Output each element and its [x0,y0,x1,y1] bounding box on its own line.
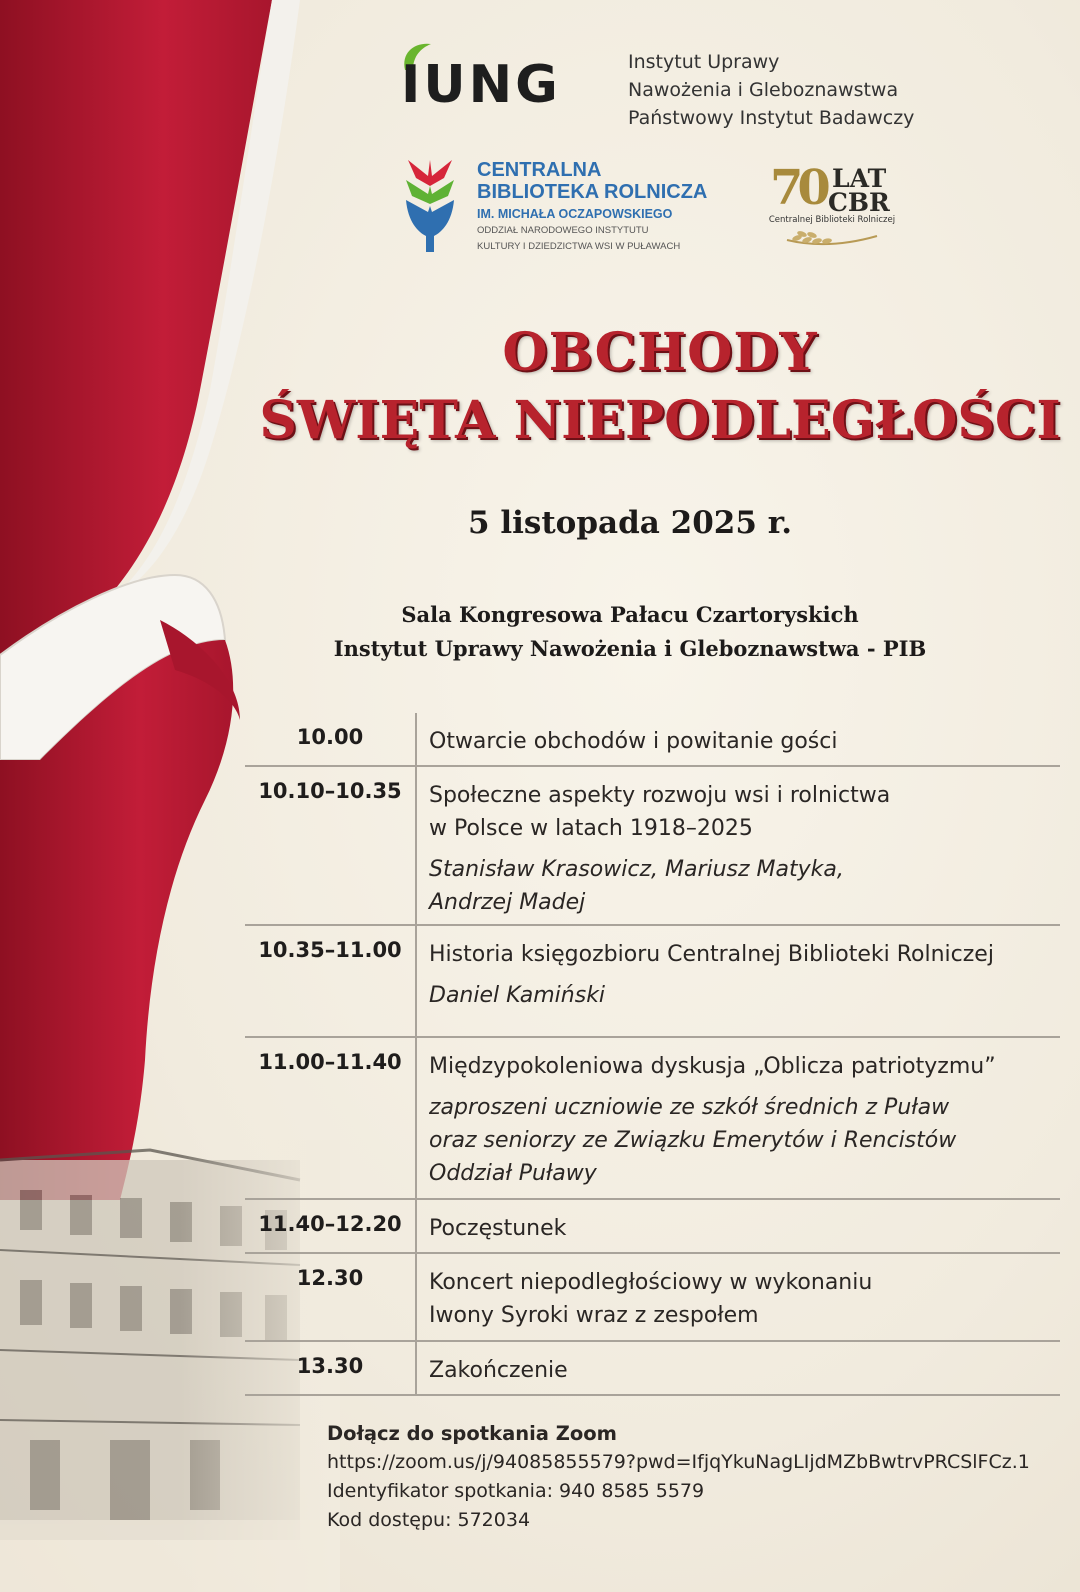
schedule-time: 13.30 [245,1342,417,1394]
zoom-link[interactable]: https://zoom.us/j/94085855579?pwd=IfjqYkuNagLIjdMZbBwtrvPRCSlFCz.1 [327,1451,1030,1473]
cbr-department-line: KULTURY I DZIEDZICTWA WSI W PUŁAWACH [477,241,681,252]
venue-line: Sala Kongresowa Pałacu Czartoryskich [401,602,859,627]
anniversary-number: 70 [770,160,825,216]
schedule-time: 11.00–11.40 [245,1038,417,1198]
schedule-time: 10.00 [245,713,417,765]
institute-name-line: Nawożenia i Gleboznawstwa [628,79,899,101]
schedule-row [245,713,1060,767]
schedule-time: 12.30 [245,1254,417,1340]
schedule-time: 10.35–11.00 [245,926,417,1036]
cbr-logo-text [477,159,707,253]
iung-logo-text: IUNG [401,55,561,112]
institute-name [628,48,914,132]
schedule-row [245,1200,1060,1254]
schedule-talk: Zakończenie [429,1358,568,1383]
schedule-talk: Historia księgozbioru Centralnej Biblioteki Rolniczej [429,942,994,967]
cbr-name-line: CENTRALNA [477,159,602,181]
schedule-time: 11.40–12.20 [245,1200,417,1252]
zoom-info [327,1419,1030,1535]
schedule-row [245,767,1060,926]
anniversary-lat: LAT [832,164,887,193]
schedule-talk: Koncert niepodległościowy w wykonaniu Iwony Syroki wraz z zespołem [429,1270,873,1328]
zoom-meeting-id: Identyfikator spotkania: 940 8585 5579 [327,1480,705,1502]
schedule-talk: Poczęstunek [429,1216,567,1241]
schedule-time: 10.10–10.35 [245,767,417,924]
anniversary-abbr: CBR [828,188,890,217]
event-date: 5 listopada 2025 r. [467,505,793,541]
venue-line: Instytut Uprawy Nawożenia i Gleboznawstwa - PIB [333,636,927,661]
schedule-row [245,1342,1060,1396]
schedule-speakers: Daniel Kamiński [429,983,606,1008]
iung-logo [395,40,610,112]
cbr-name-line: BIBLIOTEKA ROLNICZA [477,181,708,203]
schedule-speakers: Stanisław Krasowicz, Mariusz Matyka, Andrzej Madej [429,857,844,915]
schedule-talk: Społeczne aspekty rozwoju wsi i rolnictwa w Polsce w latach 1918–2025 [429,783,891,841]
schedule-talk: Międzypokoleniowa dyskusja „Oblicza patriotyzmu” [429,1054,996,1079]
wheat-icon [782,226,882,250]
event-title-line1: OBCHODY [502,322,818,383]
schedule-row [245,926,1060,1038]
cbr-department-line: ODDZIAŁ NARODOWEGO INSTYTUTU [477,225,649,236]
schedule-row [245,1038,1060,1200]
event-title-line2: ŚWIĘTA NIEPODLEGŁOŚCI [259,390,1061,451]
schedule-row [245,1254,1060,1342]
institute-name-line: Instytut Uprawy [628,51,780,73]
cbr-patron: IM. MICHAŁA OCZAPOWSKIEGO [477,207,673,221]
schedule-talk: Otwarcie obchodów i powitanie gości [429,729,838,754]
schedule-speakers: zaproszeni uczniowie ze szkół średnich z Puław oraz seniorzy ze Związku Emerytów i Rencistów Oddział Puławy [429,1095,957,1186]
institute-name-line: Państwowy Instytut Badawczy [628,107,915,129]
schedule-table [245,713,1060,1396]
event-venue [240,598,1020,666]
cbr-emblem-icon [404,156,456,256]
zoom-heading: Dołącz do spotkania Zoom [327,1422,617,1445]
zoom-passcode: Kod dostępu: 572034 [327,1509,531,1531]
anniversary-logo [762,160,902,260]
anniversary-subtitle: Centralnej Biblioteki Rolniczej [768,215,896,225]
